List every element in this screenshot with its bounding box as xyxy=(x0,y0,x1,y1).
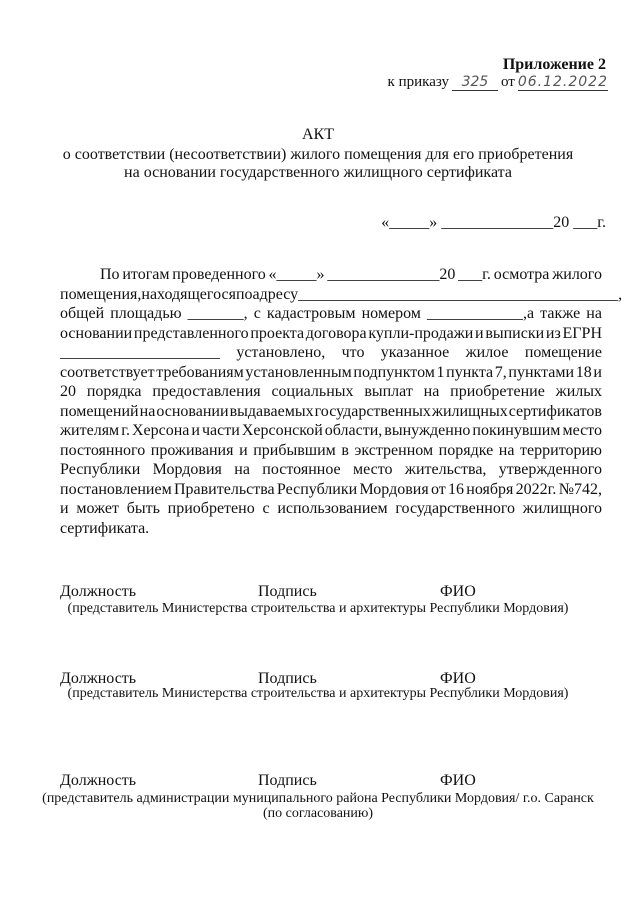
appendix-label: Приложение 2 xyxy=(502,56,606,73)
signature-note-3-extra: (по согласованию) xyxy=(262,806,374,821)
order-reference xyxy=(388,74,608,91)
fio-label: ФИО xyxy=(440,670,476,687)
order-prefix: к приказу xyxy=(387,74,449,90)
signature-note-1: (представитель Министерства строительства и архитектуры Республики Мордовия) xyxy=(67,601,569,616)
body-line: помещения, находящегося по адресу________________________________________, xyxy=(60,285,623,303)
body-line: постоянного проживания и прибывшим в экстренном порядке на территорию xyxy=(60,441,602,459)
body-line: помещений на основании выдаваемых государственных жилищных сертификатов xyxy=(60,402,602,420)
signature-label: Подпись xyxy=(258,772,317,789)
document-title: АКТ xyxy=(302,126,334,143)
signature-label: Подпись xyxy=(258,583,317,600)
order-mid: от xyxy=(500,74,515,90)
signature-note-2: (представитель Министерства строительства и архитектуры Республики Мордовия) xyxy=(67,686,569,701)
body-line: По итогам проведенного «_____» ______________20 ___г. осмотра жилого xyxy=(100,266,602,283)
signature-label: Подпись xyxy=(258,670,317,687)
fio-label: ФИО xyxy=(440,772,476,789)
position-label: Должность xyxy=(60,772,137,789)
document-subtitle-line2: на основании государственного жилищного сертификата xyxy=(124,164,512,181)
body-line: сертификата. xyxy=(60,519,150,537)
fio-label: ФИО xyxy=(440,583,476,600)
date-line: «_____» ______________20 ___г. xyxy=(381,214,606,231)
body-line: ____________________ установлено, что указанное жилое помещение xyxy=(60,344,602,361)
body-line: общей площадью _______, с кадастровым номером ____________,а также на xyxy=(60,305,602,322)
body-line: соответствует требованиям установленным подпунктом 1 пункта 7, пунктами 18 и xyxy=(60,363,602,381)
body-line: 20 порядка предоставления социальных выплат на приобретение жилых xyxy=(60,383,602,400)
position-label: Должность xyxy=(60,670,137,687)
body-line: постановлением Правительства Республики Мордовия от 16 ноября 2022г. №742, xyxy=(60,480,602,498)
position-label: Должность xyxy=(60,583,137,600)
order-date-handwritten: 06.12.2022 xyxy=(517,74,608,90)
order-number-handwritten: 325 xyxy=(452,74,498,91)
body-line: основании представленного проекта договора купли-продажи и выписки из ЕГРН xyxy=(60,324,602,342)
body-line: и может быть приобретено с использованием государственного жилищного xyxy=(60,500,602,517)
body-paragraph xyxy=(60,265,623,538)
document-subtitle-line1: о соответствии (несоответствии) жилого помещения для его приобретения xyxy=(62,146,574,163)
signature-note-3: (представитель администрации муниципального района Республики Мордовия/ г.о. Саранск xyxy=(42,791,594,806)
body-line: жителям г. Херсона и части Херсонской области, вынужденно покинувшим место xyxy=(60,422,602,439)
body-line: Республики Мордовия на постоянное место жительства, утвержденного xyxy=(60,461,602,478)
